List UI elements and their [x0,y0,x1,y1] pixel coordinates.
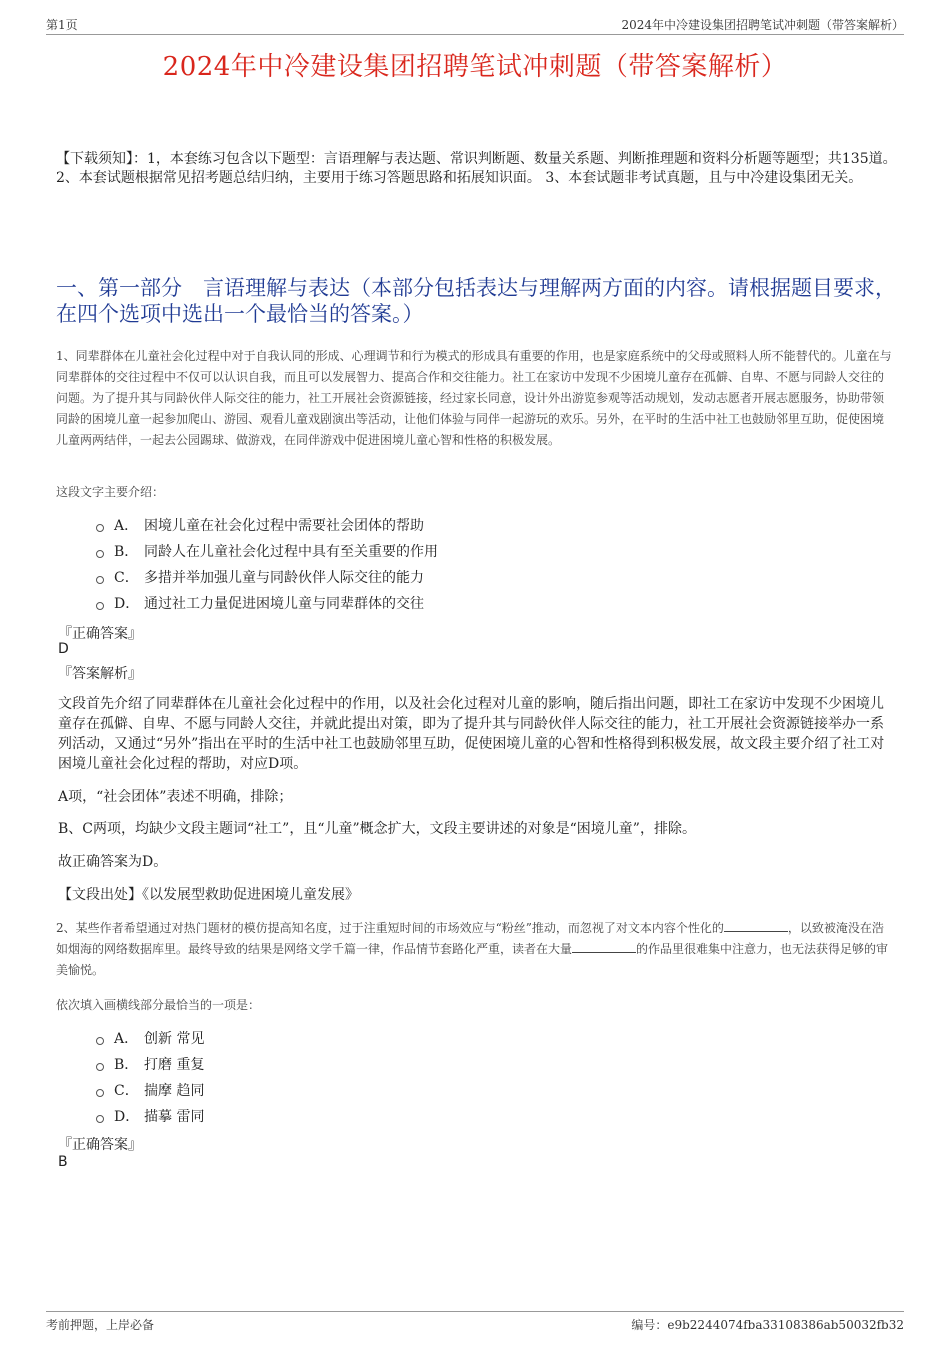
page-footer [46,1311,904,1334]
answer-label: 『正确答案』 [58,626,142,642]
question-2-text: 2、某些作者希望通过对热门题材的模仿提高知名度，过于注重短时间的市场效应与“粉丝”推动，而忽视了对文本内容个性化的 ，以致被淹没在浩如烟海的网络数据库里。最终导致的结果是网络文学千篇一律，作品情节套路化严重，读者在大量 的作品里很难集中注意力，也无法获得足够的审美愉悦。 [56,921,889,977]
option-d[interactable]: D． 描摹 雷同 [96,1104,204,1130]
page-number: 第1页 [46,18,78,32]
question-1-text: 1、同辈群体在儿童社会化过程中对于自我认同的形成、心理调节和行为模式的形成具有重要的作用，也是家庭系统中的父母或照料人所不能替代的。儿童在与同辈群体的交往过程中不仅可以认识自我，而且可以发展智力、提高合作和交往能力。社工在家访中发现不少困境儿童存在孤僻、自卑、不愿与同龄人交往的问题。为了提升其与同龄伙伴人际交往的能力，社工开展社会资源链接，经过家长同意，设计外出游览参观等活动规划，发动志愿者开展志愿服务，协助带领同龄的困境儿童一起参加爬山、游园、观看儿童戏剧演出等活动，让他们体验与同伴一起游玩的欢乐。另外，在平时的生活中社工也鼓励邻里互助，促使困境儿童两两结伴，一起去公园踢球、做游戏，在同伴游戏中促进困境儿童心智和性格的积极发展。 [56,349,892,447]
analysis-text: 文段首先介绍了同辈群体在儿童社会化过程中的作用，以及社会化过程对儿童的影响，随后指出问题，即社工在家访中发现不少困境儿童存在孤僻、自卑、不愿与同龄人交往，并就此提出对策，即为了提升其与同龄伙伴人际交往的能力，社工开展社会资源链接举办一系列活动，又通过“另外”指出在平时的生活中社工也鼓励邻里互助，促使困境儿童的心智和性格得到积极发展，故文段主要介绍了社工对困境儿童社会化过程的帮助，对应D项。 [58,696,885,772]
option-b[interactable]: B． 同龄人在儿童社会化过程中具有至关重要的作用 [96,539,438,565]
fill-blank [724,921,788,932]
fill-blank [572,942,636,953]
radio-icon[interactable] [96,524,104,532]
option-d[interactable]: D． 通过社工力量促进困境儿童与同辈群体的交往 [96,591,438,617]
answer-label: 『正确答案』 [58,1137,142,1153]
footer-slogan: 考前押题，上岸必备 [46,1318,155,1332]
answer-value: B [58,1154,68,1170]
question-1-prompt: 这段文字主要介绍： [56,485,165,499]
option-a[interactable]: A． 创新 常见 [96,1026,204,1052]
document-title: 2024年中冷建设集团招聘笔试冲刺题（带答案解析） [162,52,788,82]
option-a[interactable]: A． 困境儿童在社会化过程中需要社会团体的帮助 [96,513,438,539]
question-1-options [96,513,438,617]
footer-doc-id: 编号：e9b2244074fba33108386ab50032fb32 [631,1318,904,1332]
option-b[interactable]: B． 打磨 重复 [96,1052,204,1078]
radio-icon[interactable] [96,1089,104,1097]
radio-icon[interactable] [96,1115,104,1123]
radio-icon[interactable] [96,1037,104,1045]
section-heading: 一、第一部分 言语理解与表达（本部分包括表达与理解两方面的内容。请根据题目要求，在四个选项中选出一个最恰当的答案。） [56,276,896,326]
radio-icon[interactable] [96,550,104,558]
option-c[interactable]: C． 揣摩 趋同 [96,1078,204,1104]
analysis-label: 『答案解析』 [58,666,142,682]
analysis-line-bc: B、C两项，均缺少文段主题词“社工”，且“儿童”概念扩大，文段主要讲述的对象是“困境儿童”，排除。 [58,821,696,837]
question-2-options [96,1026,204,1130]
radio-icon[interactable] [96,576,104,584]
analysis-conclusion: 故正确答案为D。 [58,854,168,870]
answer-value: D [58,641,69,657]
download-notice: 【下载须知】：1，本套练习包含以下题型：言语理解与表达题、常识判断题、数量关系题、判断推理题和资料分析题等题型；共135道。 2、本套试题根据常见招考题总结归纳，主要用于练习答题思路和拓展知识面。 3、本套试题非考试真题，且与中冷建设集团无关。 [56,151,897,186]
page-header [46,14,904,35]
analysis-line-a: A项，“社会团体”表述不明确，排除； [58,789,293,805]
radio-icon[interactable] [96,602,104,610]
option-c[interactable]: C． 多措并举加强儿童与同龄伙伴人际交往的能力 [96,565,438,591]
source-citation: 【文段出处】《以发展型救助促进困境儿童发展》 [58,887,359,903]
question-2-prompt: 依次填入画横线部分最恰当的一项是： [56,998,261,1012]
header-doc-title: 2024年中冷建设集团招聘笔试冲刺题（带答案解析） [621,18,904,32]
radio-icon[interactable] [96,1063,104,1071]
